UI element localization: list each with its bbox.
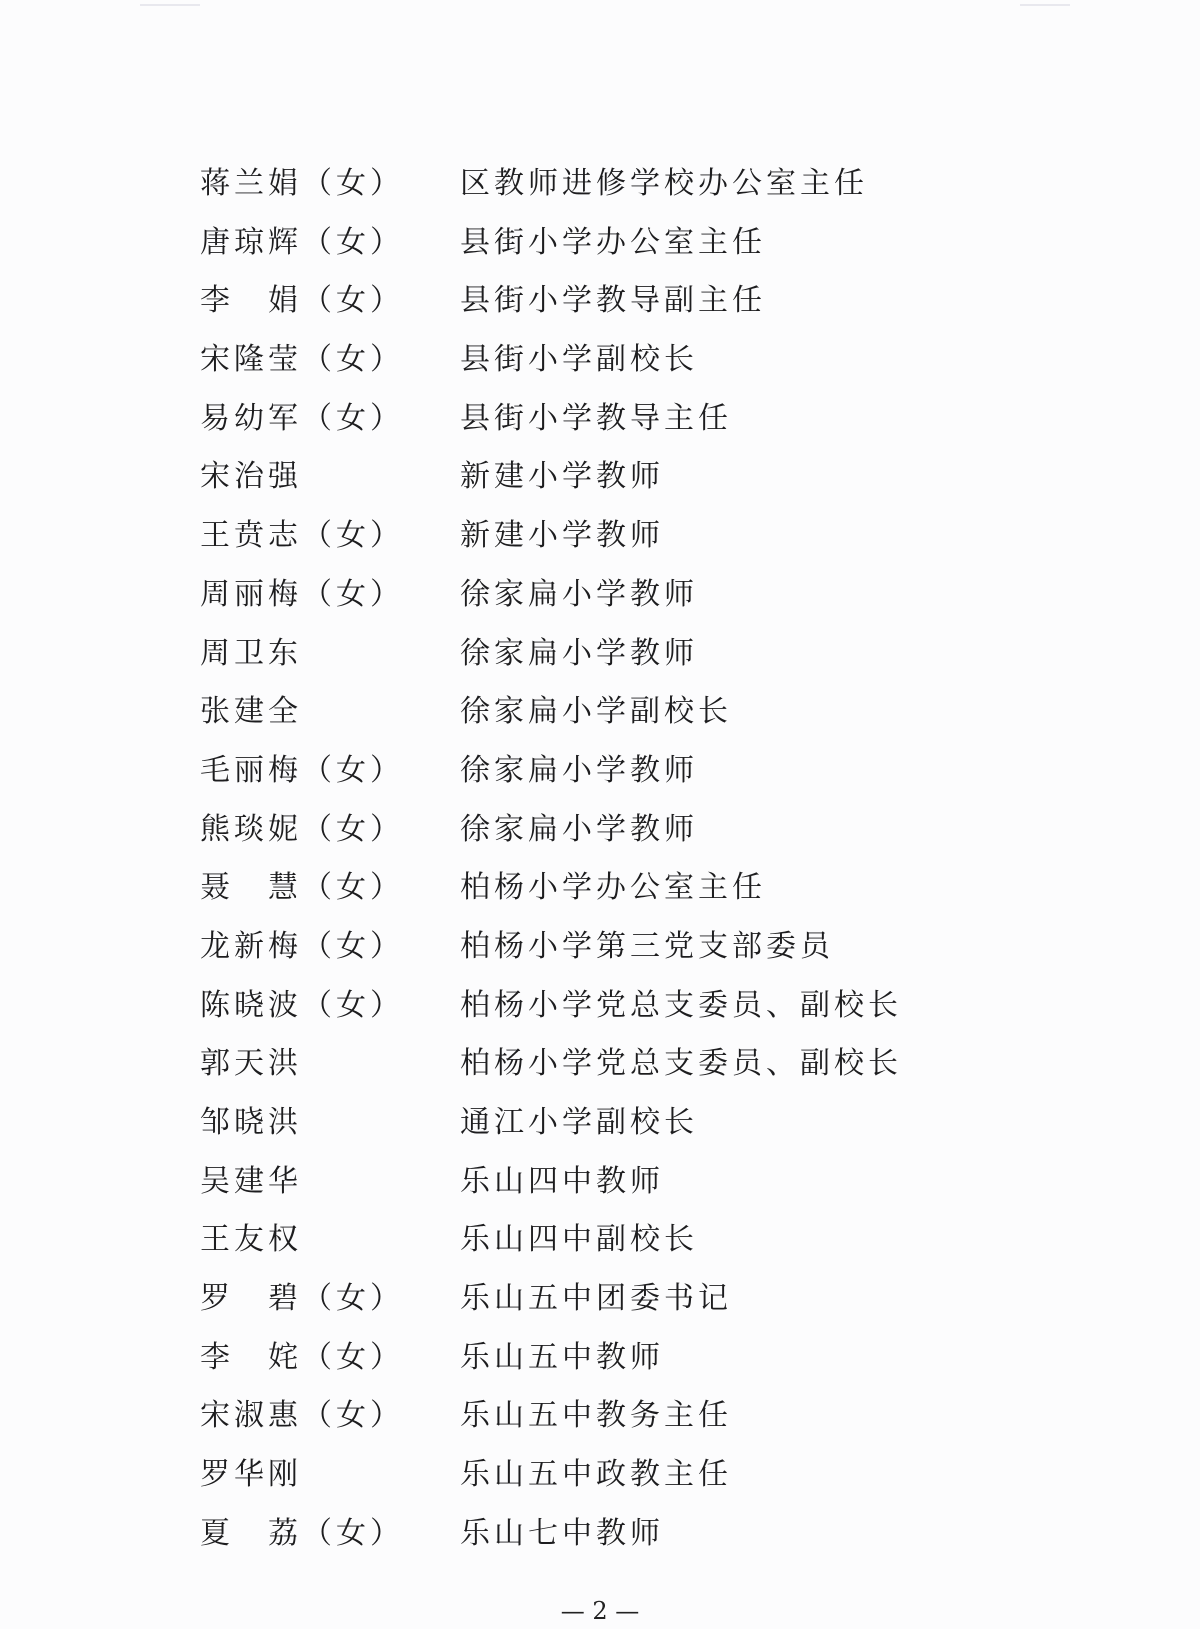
person-position: 乐山七中教师 — [460, 1515, 664, 1551]
person-position: 乐山五中政教主任 — [460, 1457, 732, 1493]
person-position: 乐山五中教师 — [460, 1339, 664, 1375]
person-position: 徐家扁小学副校长 — [460, 694, 732, 730]
person-position: 柏杨小学党总支委员、副校长 — [460, 1046, 902, 1082]
list-item — [200, 1270, 1100, 1329]
list-item — [200, 742, 1100, 801]
person-name: 周卫东 — [200, 635, 302, 671]
person-position: 徐家扁小学教师 — [460, 635, 698, 671]
scan-artifact — [140, 4, 200, 6]
person-name: 聂 慧（女） — [200, 870, 404, 906]
person-name: 王贲志（女） — [200, 518, 404, 554]
scan-artifact — [1020, 4, 1070, 6]
person-position: 徐家扁小学教师 — [460, 811, 698, 847]
person-position: 新建小学教师 — [460, 518, 664, 554]
person-name: 易幼军（女） — [200, 400, 404, 436]
person-name: 邹晓洪 — [200, 1105, 302, 1140]
list-item — [200, 625, 1100, 684]
list-item — [200, 331, 1100, 390]
person-position: 区教师进修学校办公室主任 — [460, 166, 868, 201]
person-name: 王友权 — [200, 1222, 302, 1258]
person-position: 县街小学副校长 — [460, 342, 698, 378]
list-item — [200, 390, 1100, 449]
list-item — [200, 1387, 1100, 1446]
personnel-list — [200, 155, 1100, 1564]
list-item — [200, 1505, 1100, 1564]
person-position: 县街小学办公室主任 — [460, 224, 766, 260]
person-name: 蒋兰娟（女） — [200, 166, 404, 201]
person-position: 县街小学教导主任 — [460, 400, 732, 436]
person-name: 李 姹（女） — [200, 1339, 404, 1375]
list-item — [200, 214, 1100, 273]
list-item — [200, 1211, 1100, 1270]
person-position: 柏杨小学第三党支部委员 — [460, 928, 834, 964]
person-position: 徐家扁小学教师 — [460, 576, 698, 612]
list-item — [200, 918, 1100, 977]
list-item — [200, 1446, 1100, 1505]
person-position: 柏杨小学办公室主任 — [460, 870, 766, 906]
person-name: 陈晓波（女） — [200, 987, 404, 1023]
person-name: 夏 荔（女） — [200, 1515, 404, 1551]
person-name: 唐琼辉（女） — [200, 224, 404, 260]
list-item — [200, 859, 1100, 918]
person-position: 县街小学教导副主任 — [460, 283, 766, 319]
person-name: 周丽梅（女） — [200, 576, 404, 612]
list-item — [200, 683, 1100, 742]
person-position: 新建小学教师 — [460, 459, 664, 495]
list-item — [200, 977, 1100, 1036]
person-name: 龙新梅（女） — [200, 928, 404, 964]
list-item — [200, 448, 1100, 507]
person-position: 乐山五中团委书记 — [460, 1281, 732, 1317]
page-number: — 2 — — [560, 1597, 640, 1625]
person-position: 徐家扁小学教师 — [460, 752, 698, 788]
person-name: 郭天洪 — [200, 1046, 302, 1082]
person-name: 宋隆莹（女） — [200, 342, 404, 378]
person-position: 柏杨小学党总支委员、副校长 — [460, 987, 902, 1023]
person-name: 李 娟（女） — [200, 283, 404, 319]
person-position: 乐山五中教务主任 — [460, 1398, 732, 1434]
list-item — [200, 801, 1100, 860]
list-item — [200, 1329, 1100, 1388]
person-name: 张建全 — [200, 694, 302, 730]
person-position: 乐山四中副校长 — [460, 1222, 698, 1258]
person-position: 通江小学副校长 — [460, 1105, 698, 1140]
person-name: 罗华刚 — [200, 1457, 302, 1493]
list-item — [200, 1153, 1100, 1212]
person-name: 罗 碧（女） — [200, 1281, 404, 1317]
list-item — [200, 1094, 1100, 1153]
list-item — [200, 1035, 1100, 1094]
list-item — [200, 507, 1100, 566]
person-name: 宋淑惠（女） — [200, 1398, 404, 1434]
person-name: 吴建华 — [200, 1163, 302, 1199]
person-position: 乐山四中教师 — [460, 1163, 664, 1199]
person-name: 宋治强 — [200, 459, 302, 495]
list-item — [200, 272, 1100, 331]
person-name: 熊琰妮（女） — [200, 811, 404, 847]
list-item — [200, 566, 1100, 625]
list-item — [200, 155, 1100, 214]
person-name: 毛丽梅（女） — [200, 752, 404, 788]
